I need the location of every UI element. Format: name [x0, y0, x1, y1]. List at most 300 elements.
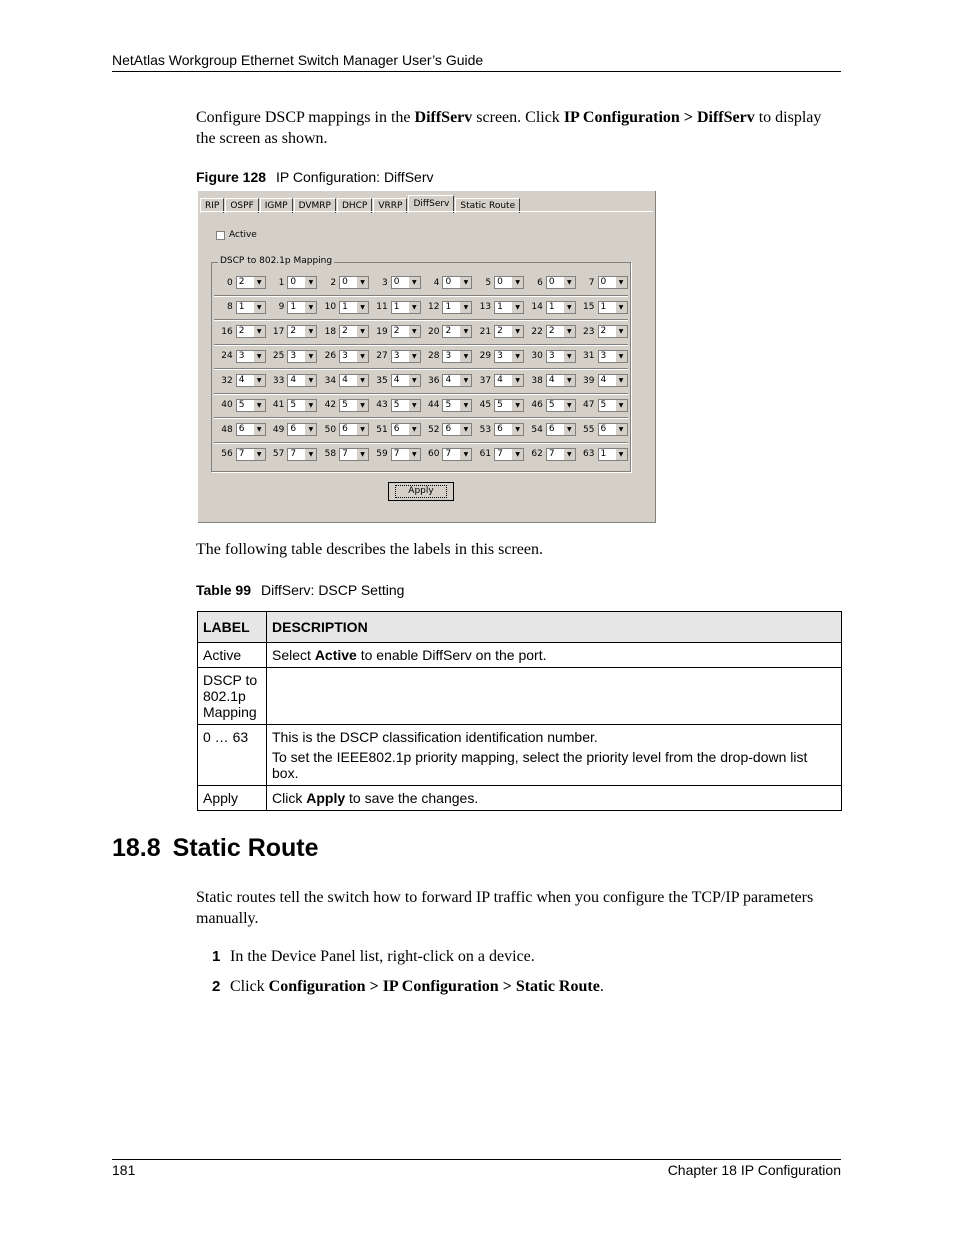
- tab-dvmrp[interactable]: DVMRP: [294, 198, 336, 213]
- table-caption: Table 99 DiffServ: DSCP Setting: [196, 582, 405, 598]
- priority-select-2[interactable]: 0 ▼: [339, 276, 369, 289]
- chevron-down-icon[interactable]: ▼: [615, 277, 627, 288]
- dscp-number: 8: [226, 302, 233, 313]
- dscp-number: 20: [427, 326, 440, 337]
- dscp-cell-39: [576, 374, 628, 387]
- priority-select-0[interactable]: 2 ▼: [236, 276, 266, 289]
- dscp-cell-25: [266, 350, 318, 363]
- dscp-number: 32: [221, 375, 233, 386]
- priority-select-34[interactable]: 4 ▼: [339, 374, 369, 387]
- dscp-number: 29: [479, 351, 492, 362]
- dscp-number: 3: [382, 277, 388, 288]
- dscp-number: 54: [531, 424, 543, 435]
- priority-select-48[interactable]: 6 ▼: [236, 423, 266, 436]
- chevron-down-icon[interactable]: ▼: [253, 424, 265, 435]
- tab-ospf[interactable]: OSPF: [225, 198, 258, 213]
- chevron-down-icon[interactable]: ▼: [356, 326, 368, 337]
- dscp-cell-4: [421, 276, 473, 289]
- chevron-down-icon[interactable]: ▼: [615, 424, 627, 435]
- priority-select-17[interactable]: 2 ▼: [287, 325, 317, 338]
- dscp-cell-5: [472, 276, 524, 289]
- table-header-row: [198, 612, 842, 643]
- dscp-number: 62: [531, 449, 543, 460]
- priority-select-26[interactable]: 3 ▼: [339, 350, 369, 363]
- chevron-down-icon[interactable]: ▼: [459, 351, 471, 362]
- dscp-number: 27: [376, 351, 388, 362]
- chevron-down-icon[interactable]: ▼: [563, 351, 575, 362]
- header-rule: [112, 71, 841, 72]
- chevron-down-icon[interactable]: ▼: [408, 400, 420, 411]
- priority-select-59[interactable]: 7 ▼: [391, 448, 421, 461]
- dscp-number: 35: [376, 375, 388, 386]
- page-number: 181: [112, 1162, 136, 1178]
- table-row: 0 … 63 This is the DSCP classification identification number. To set the IEEE802.1p priority mapping, select the priority level from the drop-down list box.: [198, 725, 842, 786]
- priority-select-52[interactable]: 6 ▼: [442, 423, 472, 436]
- priority-select-9[interactable]: 1 ▼: [287, 301, 317, 314]
- chevron-down-icon[interactable]: ▼: [304, 375, 316, 386]
- header-description: DESCRIPTION: [267, 612, 842, 643]
- chevron-down-icon[interactable]: ▼: [253, 449, 265, 460]
- priority-select-37[interactable]: 4 ▼: [494, 374, 524, 387]
- dscp-cell-49: [266, 423, 318, 436]
- priority-select-42[interactable]: 5 ▼: [339, 399, 369, 412]
- dscp-cell-29: [472, 350, 524, 363]
- active-label: Active: [229, 230, 257, 240]
- dscp-cell-28: [421, 350, 473, 363]
- priority-select-51[interactable]: 6 ▼: [391, 423, 421, 436]
- dscp-number: 19: [376, 326, 388, 337]
- mapping-row: [214, 418, 628, 443]
- dscp-number: 0: [226, 277, 233, 288]
- dscp-number: 34: [324, 375, 337, 386]
- chevron-down-icon[interactable]: ▼: [304, 351, 316, 362]
- priority-select-41[interactable]: 5 ▼: [287, 399, 317, 412]
- dscp-cell-38: [524, 374, 576, 387]
- dscp-number: 44: [427, 400, 440, 411]
- chevron-down-icon[interactable]: ▼: [511, 302, 523, 313]
- group-title: DSCP to 802.1p Mapping: [220, 256, 333, 266]
- mapping-row: [214, 271, 628, 296]
- priority-select-36[interactable]: 4 ▼: [442, 374, 472, 387]
- priority-select-45[interactable]: 5 ▼: [494, 399, 524, 412]
- chevron-down-icon[interactable]: ▼: [253, 326, 265, 337]
- dscp-number: 18: [324, 326, 337, 337]
- dscp-number: 38: [531, 375, 543, 386]
- table-row: Active Select Active to enable DiffServ on the port.: [198, 643, 842, 668]
- dscp-cell-0: [214, 276, 266, 289]
- dscp-cell-3: [369, 276, 421, 289]
- dscp-number: 43: [376, 400, 388, 411]
- chevron-down-icon[interactable]: ▼: [408, 277, 420, 288]
- chevron-down-icon[interactable]: ▼: [459, 375, 471, 386]
- dscp-number: 9: [278, 302, 285, 313]
- chevron-down-icon[interactable]: ▼: [356, 302, 368, 313]
- chevron-down-icon[interactable]: ▼: [356, 449, 368, 460]
- priority-select-15[interactable]: 1 ▼: [598, 301, 628, 314]
- priority-select-23[interactable]: 2 ▼: [598, 325, 628, 338]
- chevron-down-icon[interactable]: ▼: [563, 277, 575, 288]
- section-paragraph: Static routes tell the switch how to forward IP traffic when you configure the TCP/IP parameters manually.: [196, 889, 814, 927]
- dscp-number: 13: [479, 302, 492, 313]
- chevron-down-icon[interactable]: ▼: [408, 424, 420, 435]
- chevron-down-icon[interactable]: ▼: [511, 326, 523, 337]
- priority-select-24[interactable]: 3 ▼: [236, 350, 266, 363]
- dscp-cell-2: [317, 276, 369, 289]
- priority-select-30[interactable]: 3 ▼: [546, 350, 576, 363]
- dscp-cell-16: [214, 325, 266, 338]
- priority-select-50[interactable]: 6 ▼: [339, 423, 369, 436]
- dscp-cell-31: [576, 350, 628, 363]
- dscp-cell-34: [317, 374, 369, 387]
- dscp-number: 25: [272, 351, 285, 362]
- chevron-down-icon[interactable]: ▼: [304, 449, 316, 460]
- chevron-down-icon[interactable]: ▼: [356, 400, 368, 411]
- priority-select-21[interactable]: 2 ▼: [494, 325, 524, 338]
- dscp-number: 58: [324, 449, 337, 460]
- diffserv-screenshot: [198, 191, 656, 523]
- dscp-number: 46: [531, 400, 543, 411]
- dscp-cell-47: [576, 399, 628, 412]
- chevron-down-icon[interactable]: ▼: [356, 351, 368, 362]
- chevron-down-icon[interactable]: ▼: [563, 449, 575, 460]
- dscp-cell-17: [266, 325, 318, 338]
- dscp-number: 40: [221, 400, 233, 411]
- chevron-down-icon[interactable]: ▼: [511, 449, 523, 460]
- priority-select-49[interactable]: 6 ▼: [287, 423, 317, 436]
- dscp-number: 10: [324, 302, 337, 313]
- priority-select-46[interactable]: 5 ▼: [546, 399, 576, 412]
- dscp-number: 24: [221, 351, 233, 362]
- dscp-number: 28: [427, 351, 440, 362]
- dscp-number: 59: [376, 449, 388, 460]
- dscp-number: 15: [583, 302, 595, 313]
- priority-select-55[interactable]: 6 ▼: [598, 423, 628, 436]
- chevron-down-icon[interactable]: ▼: [615, 400, 627, 411]
- dscp-number: 61: [479, 449, 492, 460]
- dscp-number: 47: [583, 400, 595, 411]
- mapping-row: [214, 320, 628, 345]
- dscp-number: 1: [278, 277, 285, 288]
- priority-select-13[interactable]: 1 ▼: [494, 301, 524, 314]
- header-label: LABEL: [198, 612, 267, 643]
- dscp-cell-43: [369, 399, 421, 412]
- chevron-down-icon[interactable]: ▼: [459, 326, 471, 337]
- tab-dhcp[interactable]: DHCP: [337, 198, 372, 213]
- dscp-cell-54: [524, 423, 576, 436]
- priority-select-57[interactable]: 7 ▼: [287, 448, 317, 461]
- chevron-down-icon[interactable]: ▼: [563, 400, 575, 411]
- dscp-cell-56: [214, 448, 266, 461]
- chevron-down-icon[interactable]: ▼: [563, 302, 575, 313]
- chevron-down-icon[interactable]: ▼: [408, 351, 420, 362]
- tab-static-route[interactable]: Static Route: [455, 198, 520, 213]
- dscp-number: 23: [583, 326, 595, 337]
- dscp-number: 31: [583, 351, 595, 362]
- chevron-down-icon[interactable]: ▼: [304, 424, 316, 435]
- chevron-down-icon[interactable]: ▼: [408, 302, 420, 313]
- dscp-cell-61: [472, 448, 524, 461]
- priority-select-7[interactable]: 0 ▼: [598, 276, 628, 289]
- mapping-row: [214, 296, 628, 321]
- dscp-cell-10: [317, 301, 369, 314]
- dscp-number: 37: [479, 375, 492, 386]
- priority-select-11[interactable]: 1 ▼: [391, 301, 421, 314]
- table-row: DSCP to 802.1p Mapping: [198, 668, 842, 725]
- dscp-cell-45: [472, 399, 524, 412]
- tab-vrrp[interactable]: VRRP: [373, 198, 407, 213]
- priority-select-19[interactable]: 2 ▼: [391, 325, 421, 338]
- priority-select-53[interactable]: 6 ▼: [494, 423, 524, 436]
- dscp-cell-51: [369, 423, 421, 436]
- dscp-number: 52: [427, 424, 440, 435]
- mapping-row: [214, 394, 628, 419]
- dscp-number: 2: [330, 277, 337, 288]
- dscp-cell-35: [369, 374, 421, 387]
- dscp-number: 26: [324, 351, 337, 362]
- dscp-cell-50: [317, 423, 369, 436]
- dscp-mapping-group: [211, 256, 631, 472]
- active-checkbox-row[interactable]: [216, 230, 257, 240]
- priority-select-58[interactable]: 7 ▼: [339, 448, 369, 461]
- dscp-number: 12: [427, 302, 440, 313]
- dscp-cell-21: [472, 325, 524, 338]
- priority-select-33[interactable]: 4 ▼: [287, 374, 317, 387]
- dscp-cell-60: [421, 448, 473, 461]
- chevron-down-icon[interactable]: ▼: [615, 326, 627, 337]
- dscp-cell-26: [317, 350, 369, 363]
- priority-select-38[interactable]: 4 ▼: [546, 374, 576, 387]
- step-2: 2 Click Configuration > IP Configuration > Static Route.: [212, 978, 604, 995]
- priority-select-6[interactable]: 0 ▼: [546, 276, 576, 289]
- dscp-cell-1: [266, 276, 318, 289]
- chevron-down-icon[interactable]: ▼: [408, 449, 420, 460]
- dscp-cell-20: [421, 325, 473, 338]
- dscp-cell-52: [421, 423, 473, 436]
- chevron-down-icon[interactable]: ▼: [356, 277, 368, 288]
- dscp-number: 7: [588, 277, 595, 288]
- description-table: [197, 611, 842, 811]
- dscp-number: 33: [272, 375, 285, 386]
- dscp-number: 6: [537, 277, 543, 288]
- chevron-down-icon[interactable]: ▼: [304, 277, 316, 288]
- figure-caption: Figure 128 IP Configuration: DiffServ: [196, 169, 434, 185]
- dscp-cell-27: [369, 350, 421, 363]
- chevron-down-icon[interactable]: ▼: [253, 277, 265, 288]
- apply-button[interactable]: Apply: [388, 482, 454, 501]
- dscp-number: 57: [272, 449, 285, 460]
- dscp-cell-18: [317, 325, 369, 338]
- chevron-down-icon[interactable]: ▼: [615, 302, 627, 313]
- priority-select-56[interactable]: 7 ▼: [236, 448, 266, 461]
- priority-select-5[interactable]: 0 ▼: [494, 276, 524, 289]
- chevron-down-icon[interactable]: ▼: [304, 326, 316, 337]
- priority-select-4[interactable]: 0 ▼: [442, 276, 472, 289]
- dscp-number: 53: [479, 424, 492, 435]
- dscp-cell-22: [524, 325, 576, 338]
- dscp-cell-9: [266, 301, 318, 314]
- dscp-cell-15: [576, 301, 628, 314]
- priority-select-32[interactable]: 4 ▼: [236, 374, 266, 387]
- mapping-row: [214, 369, 628, 394]
- dscp-number: 56: [221, 449, 233, 460]
- priority-select-3[interactable]: 0 ▼: [391, 276, 421, 289]
- dscp-cell-59: [369, 448, 421, 461]
- dscp-number: 5: [485, 277, 492, 288]
- priority-select-20[interactable]: 2 ▼: [442, 325, 472, 338]
- chevron-down-icon[interactable]: ▼: [356, 375, 368, 386]
- dscp-number: 4: [433, 277, 440, 288]
- priority-select-12[interactable]: 1 ▼: [442, 301, 472, 314]
- dscp-number: 16: [221, 326, 233, 337]
- dscp-number: 30: [531, 351, 543, 362]
- section-heading: 18.8 Static Route: [112, 834, 319, 862]
- priority-select-27[interactable]: 3 ▼: [391, 350, 421, 363]
- mapping-row: [214, 345, 628, 370]
- chevron-down-icon[interactable]: ▼: [304, 302, 316, 313]
- chevron-down-icon[interactable]: ▼: [511, 424, 523, 435]
- chevron-down-icon[interactable]: ▼: [304, 400, 316, 411]
- dscp-cell-13: [472, 301, 524, 314]
- priority-select-54[interactable]: 6 ▼: [546, 423, 576, 436]
- priority-select-60[interactable]: 7 ▼: [442, 448, 472, 461]
- priority-select-44[interactable]: 5 ▼: [442, 399, 472, 412]
- chevron-down-icon[interactable]: ▼: [511, 277, 523, 288]
- priority-select-10[interactable]: 1 ▼: [339, 301, 369, 314]
- dscp-cell-53: [472, 423, 524, 436]
- priority-select-31[interactable]: 3 ▼: [598, 350, 628, 363]
- chevron-down-icon[interactable]: ▼: [459, 449, 471, 460]
- dscp-number: 48: [221, 424, 233, 435]
- priority-select-61[interactable]: 7 ▼: [494, 448, 524, 461]
- table-intro: The following table describes the labels in this screen.: [196, 541, 544, 558]
- dscp-cell-6: [524, 276, 576, 289]
- dscp-number: 60: [427, 449, 440, 460]
- priority-select-63[interactable]: 1 ▼: [598, 448, 628, 461]
- intro-paragraph: Configure DSCP mappings in the DiffServ screen. Click IP Configuration > DiffServ to display the screen as shown.: [196, 109, 822, 147]
- priority-select-35[interactable]: 4 ▼: [391, 374, 421, 387]
- chevron-down-icon[interactable]: ▼: [253, 351, 265, 362]
- chevron-down-icon[interactable]: ▼: [563, 424, 575, 435]
- dscp-number: 63: [583, 449, 595, 460]
- chevron-down-icon[interactable]: ▼: [408, 326, 420, 337]
- dscp-cell-40: [214, 399, 266, 412]
- dscp-cell-57: [266, 448, 318, 461]
- dscp-cell-58: [317, 448, 369, 461]
- chevron-down-icon[interactable]: ▼: [511, 351, 523, 362]
- chevron-down-icon[interactable]: ▼: [253, 400, 265, 411]
- chapter-title: Chapter 18 IP Configuration: [667, 1162, 841, 1178]
- chevron-down-icon[interactable]: ▼: [615, 449, 627, 460]
- mapping-row: [214, 443, 628, 467]
- dscp-number: 51: [376, 424, 388, 435]
- dscp-number: 55: [583, 424, 595, 435]
- dscp-cell-30: [524, 350, 576, 363]
- chevron-down-icon[interactable]: ▼: [459, 400, 471, 411]
- running-header: NetAtlas Workgroup Ethernet Switch Manager User’s Guide: [112, 52, 484, 68]
- dscp-number: 41: [272, 400, 285, 411]
- chevron-down-icon[interactable]: ▼: [511, 400, 523, 411]
- priority-select-62[interactable]: 7 ▼: [546, 448, 576, 461]
- dscp-cell-12: [421, 301, 473, 314]
- dscp-cell-19: [369, 325, 421, 338]
- priority-select-47[interactable]: 5 ▼: [598, 399, 628, 412]
- dscp-cell-23: [576, 325, 628, 338]
- chevron-down-icon[interactable]: ▼: [511, 375, 523, 386]
- dscp-number: 50: [324, 424, 337, 435]
- priority-select-29[interactable]: 3 ▼: [494, 350, 524, 363]
- chevron-down-icon[interactable]: ▼: [563, 375, 575, 386]
- dscp-cell-48: [214, 423, 266, 436]
- chevron-down-icon[interactable]: ▼: [408, 375, 420, 386]
- priority-select-28[interactable]: 3 ▼: [442, 350, 472, 363]
- chevron-down-icon[interactable]: ▼: [563, 326, 575, 337]
- priority-select-16[interactable]: 2 ▼: [236, 325, 266, 338]
- dscp-cell-32: [214, 374, 266, 387]
- dscp-cell-41: [266, 399, 318, 412]
- tab-igmp[interactable]: IGMP: [260, 198, 293, 213]
- dscp-cell-36: [421, 374, 473, 387]
- dscp-cell-46: [524, 399, 576, 412]
- dscp-number: 49: [272, 424, 285, 435]
- chevron-down-icon[interactable]: ▼: [459, 277, 471, 288]
- dscp-cell-33: [266, 374, 318, 387]
- dscp-cell-63: [576, 448, 628, 461]
- dscp-cell-44: [421, 399, 473, 412]
- dscp-number: 21: [479, 326, 492, 337]
- chevron-down-icon[interactable]: ▼: [615, 375, 627, 386]
- dscp-cell-37: [472, 374, 524, 387]
- chevron-down-icon[interactable]: ▼: [459, 302, 471, 313]
- tab-rip[interactable]: RIP: [200, 198, 224, 213]
- dscp-number: 22: [531, 326, 543, 337]
- dscp-cell-14: [524, 301, 576, 314]
- dscp-cell-42: [317, 399, 369, 412]
- priority-select-14[interactable]: 1 ▼: [546, 301, 576, 314]
- active-checkbox[interactable]: [216, 231, 225, 240]
- chevron-down-icon[interactable]: ▼: [615, 351, 627, 362]
- dscp-number: 42: [324, 400, 337, 411]
- priority-select-18[interactable]: 2 ▼: [339, 325, 369, 338]
- dscp-number: 36: [427, 375, 440, 386]
- priority-select-8[interactable]: 1 ▼: [236, 301, 266, 314]
- dscp-number: 17: [272, 326, 285, 337]
- priority-select-40[interactable]: 5 ▼: [236, 399, 266, 412]
- dscp-grid: [214, 271, 628, 466]
- chevron-down-icon[interactable]: ▼: [356, 424, 368, 435]
- priority-select-1[interactable]: 0 ▼: [287, 276, 317, 289]
- dscp-cell-55: [576, 423, 628, 436]
- dscp-cell-7: [576, 276, 628, 289]
- dscp-number: 11: [376, 302, 388, 313]
- chevron-down-icon[interactable]: ▼: [459, 424, 471, 435]
- chevron-down-icon[interactable]: ▼: [253, 302, 265, 313]
- dscp-number: 14: [531, 302, 543, 313]
- priority-select-25[interactable]: 3 ▼: [287, 350, 317, 363]
- priority-select-43[interactable]: 5 ▼: [391, 399, 421, 412]
- chevron-down-icon[interactable]: ▼: [253, 375, 265, 386]
- dscp-number: 39: [583, 375, 595, 386]
- step-1: 1 In the Device Panel list, right-click on a device.: [212, 948, 535, 965]
- dscp-cell-8: [214, 301, 266, 314]
- table-row: Apply Click Apply to save the changes.: [198, 786, 842, 811]
- priority-select-22[interactable]: 2 ▼: [546, 325, 576, 338]
- footer-rule: [112, 1159, 841, 1160]
- priority-select-39[interactable]: 4 ▼: [598, 374, 628, 387]
- dscp-cell-11: [369, 301, 421, 314]
- dscp-cell-62: [524, 448, 576, 461]
- tab-diffserv[interactable]: DiffServ: [408, 195, 454, 213]
- dscp-number: 45: [479, 400, 492, 411]
